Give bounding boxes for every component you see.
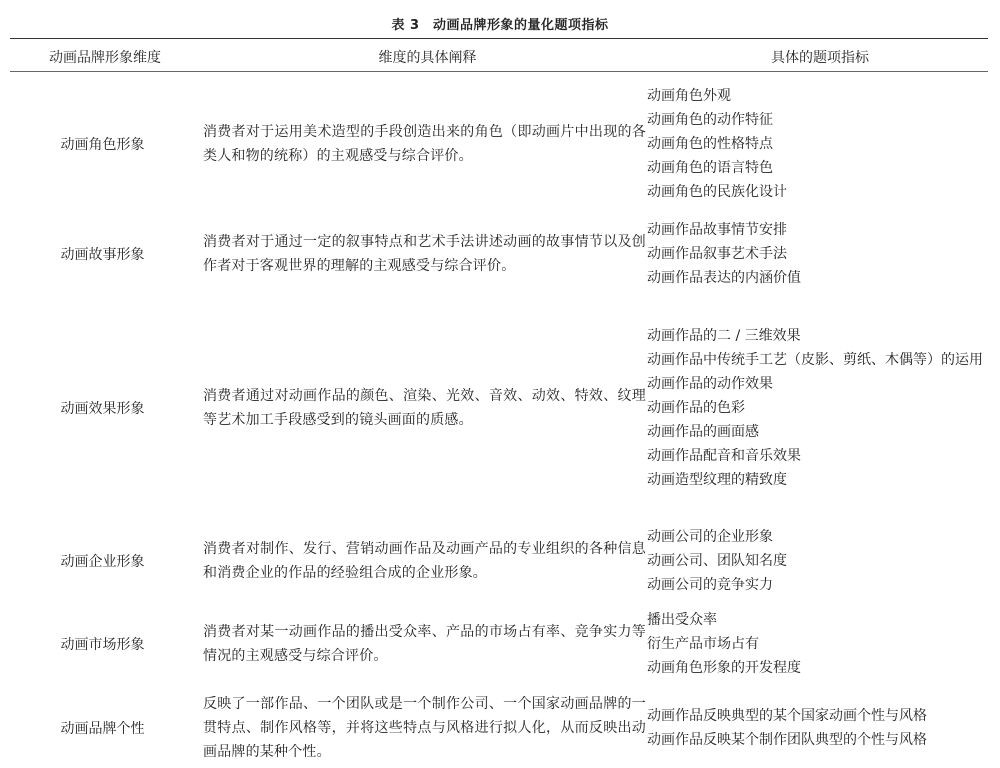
indicator-item: 动画作品叙事艺术手法 xyxy=(647,246,787,262)
row-explanation-cell xyxy=(203,525,646,597)
table-row xyxy=(10,608,988,680)
row-indicators-cell xyxy=(647,525,992,597)
table-row xyxy=(10,312,988,504)
row-dimension: 动画企业形象 xyxy=(60,554,145,570)
row-indicators-cell xyxy=(647,218,992,290)
table-row xyxy=(10,692,988,764)
indicator-item: 动画角色外观 xyxy=(647,88,731,104)
indicator-item: 动画作品的二 / 三维效果 xyxy=(647,328,801,344)
indicator-list xyxy=(647,218,801,290)
table-row xyxy=(10,84,988,204)
row-explanation-cell xyxy=(203,692,646,764)
row-dimension: 动画效果形象 xyxy=(60,401,145,417)
indicator-item: 动画角色的民族化设计 xyxy=(647,184,787,200)
row-dimension: 动画角色形象 xyxy=(60,137,145,153)
row-indicators-cell xyxy=(647,692,992,764)
indicator-item: 动画角色形象的开发程度 xyxy=(647,660,801,676)
indicator-item: 动画作品的画面感 xyxy=(647,424,759,440)
indicator-item: 动画作品反映某个制作团队典型的个性与风格 xyxy=(647,732,927,748)
row-indicators-cell xyxy=(647,608,992,680)
header-explanation: 维度的具体阐释 xyxy=(378,50,477,66)
indicator-item: 动画公司的企业形象 xyxy=(647,529,773,545)
indicator-item: 播出受众率 xyxy=(647,612,717,628)
row-explanation: 反映了一部作品、一个团队或是一个制作公司、一个国家动画品牌的一贯特点、制作风格等，并将这些特点与风格进行拟人化，从而反映出动画品牌的某种个性。 xyxy=(203,696,646,760)
row-explanation-cell xyxy=(203,218,646,290)
row-indicators-cell xyxy=(647,84,992,204)
indicator-item: 动画作品中传统手工艺（皮影、剪纸、木偶等）的运用 xyxy=(647,352,983,368)
row-explanation: 消费者通过对动画作品的颜色、渲染、光效、音效、动效、特效、纹理等艺术加工手段感受到的镜头画面的质感。 xyxy=(203,388,646,428)
indicator-item: 动画作品反映典型的某个国家动画个性与风格 xyxy=(647,708,927,724)
row-explanation-cell xyxy=(203,84,646,204)
indicator-item: 动画角色的动作特征 xyxy=(647,112,773,128)
row-dimension: 动画市场形象 xyxy=(60,637,145,653)
indicator-item: 衍生产品市场占有 xyxy=(647,636,759,652)
indicator-item: 动画角色的语言特色 xyxy=(647,160,773,176)
row-explanation: 消费者对于运用美术造型的手段创造出来的角色（即动画片中出现的各类人和物的统称）的主观感受与综合评价。 xyxy=(203,124,646,164)
row-explanation-cell xyxy=(203,608,646,680)
indicator-item: 动画作品表达的内涵价值 xyxy=(647,270,801,286)
indicator-list xyxy=(647,608,801,680)
table-title: 表 3 动画品牌形象的量化题项指标 xyxy=(391,18,609,33)
indicator-item: 动画作品的色彩 xyxy=(647,400,745,416)
indicator-item: 动画作品故事情节安排 xyxy=(647,222,787,238)
row-dimension: 动画品牌个性 xyxy=(60,721,145,737)
indicator-item: 动画造型纹理的精致度 xyxy=(647,472,787,488)
indicator-item: 动画作品配音和音乐效果 xyxy=(647,448,801,464)
row-explanation: 消费者对于通过一定的叙事特点和艺术手法讲述动画的故事情节以及创作者对于客观世界的理解的主观感受与综合评价。 xyxy=(203,234,646,274)
header-dimension: 动画品牌形象维度 xyxy=(49,50,161,66)
indicator-item: 动画公司的竞争实力 xyxy=(647,577,773,593)
indicator-list xyxy=(647,84,787,204)
table-header-row xyxy=(10,40,988,70)
indicator-item: 动画公司、团队知名度 xyxy=(647,553,787,569)
row-explanation: 消费者对某一动画作品的播出受众率、产品的市场占有率、竞争实力等情况的主观感受与综合评价。 xyxy=(203,624,646,664)
table-top-rule xyxy=(10,38,988,39)
table-header-rule xyxy=(10,71,988,72)
row-explanation: 消费者对制作、发行、营销动画作品及动画产品的专业组织的各种信息和消费企业的作品的经验组合成的企业形象。 xyxy=(203,541,646,581)
indicator-item: 动画作品的动作效果 xyxy=(647,376,773,392)
row-dimension: 动画故事形象 xyxy=(60,247,145,263)
indicator-list xyxy=(647,525,787,597)
table-row xyxy=(10,525,988,597)
table-row xyxy=(10,218,988,290)
row-indicators-cell xyxy=(647,312,992,504)
header-indicators: 具体的题项指标 xyxy=(771,50,869,66)
indicator-item: 动画角色的性格特点 xyxy=(647,136,773,152)
row-explanation-cell xyxy=(203,312,646,504)
indicator-list xyxy=(647,324,983,492)
indicator-list xyxy=(647,704,927,752)
